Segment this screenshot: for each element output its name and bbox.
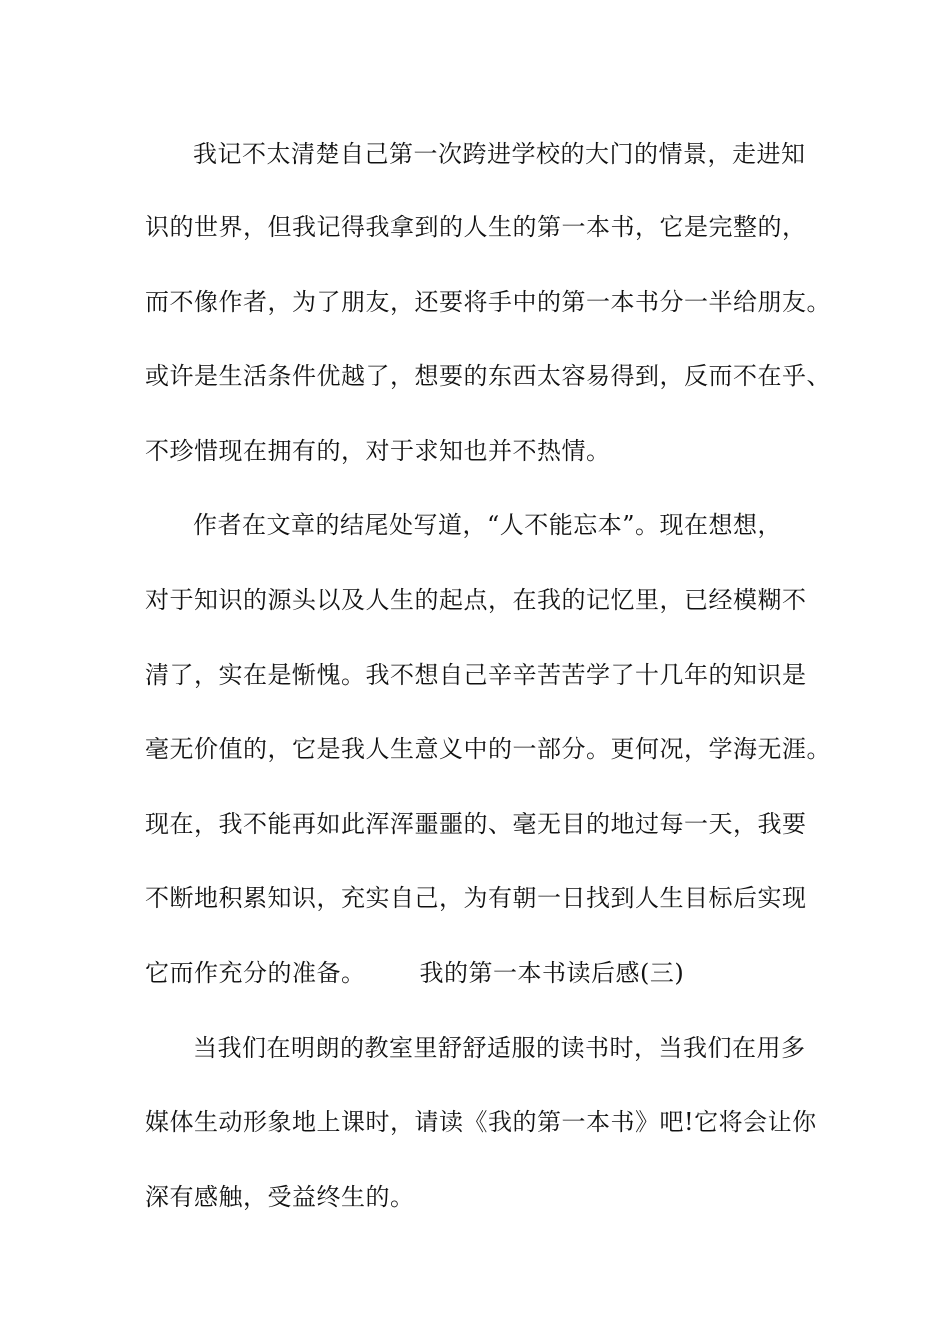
paragraph-1-line-5: 不珍惜现在拥有的，对于求知也并不热情。 xyxy=(145,437,611,465)
paragraph-1-line-4: 或许是生活条件优越了，想要的东西太容易得到，反而不在乎、 xyxy=(145,362,831,390)
paragraph-2-line-7 xyxy=(145,957,684,989)
paragraph-3-line-2: 媒体生动形象地上课时，请读《我的第一本书》吧!它将会让你 xyxy=(145,1108,817,1136)
paragraph-3-line-1: 当我们在明朗的教室里舒舒适服的读书时，当我们在用多 xyxy=(193,1034,806,1062)
paragraph-2-line-6: 不断地积累知识，充实自己，为有朝一日找到人生目标后实现 xyxy=(145,884,807,912)
paragraph-2-closing-text: 它而作充分的准备。 xyxy=(145,959,366,987)
paragraph-2-line-4: 毫无价值的，它是我人生意义中的一部分。更何况，学海无涯。 xyxy=(145,735,831,763)
section-title: 我的第一本书读后感(三) xyxy=(419,959,685,987)
paragraph-1-line-1: 我记不太清楚自己第一次跨进学校的大门的情景，走进知 xyxy=(193,140,806,168)
paragraph-2-line-2: 对于知识的源头以及人生的起点，在我的记忆里，已经模糊不 xyxy=(145,586,807,614)
paragraph-3-line-3: 深有感触，受益终生的。 xyxy=(145,1183,415,1211)
paragraph-1-line-3: 而不像作者，为了朋友，还要将手中的第一本书分一半给朋友。 xyxy=(145,288,831,316)
paragraph-2-line-1: 作者在文章的结尾处写道，“人不能忘本”。现在想想， xyxy=(193,511,783,539)
paragraph-1-line-2: 识的世界，但我记得我拿到的人生的第一本书，它是完整的， xyxy=(145,213,807,241)
paragraph-2-line-5: 现在，我不能再如此浑浑噩噩的、毫无目的地过每一天，我要 xyxy=(145,810,807,838)
paragraph-2-line-3: 清了，实在是惭愧。我不想自己辛辛苦苦学了十几年的知识是 xyxy=(145,661,807,689)
